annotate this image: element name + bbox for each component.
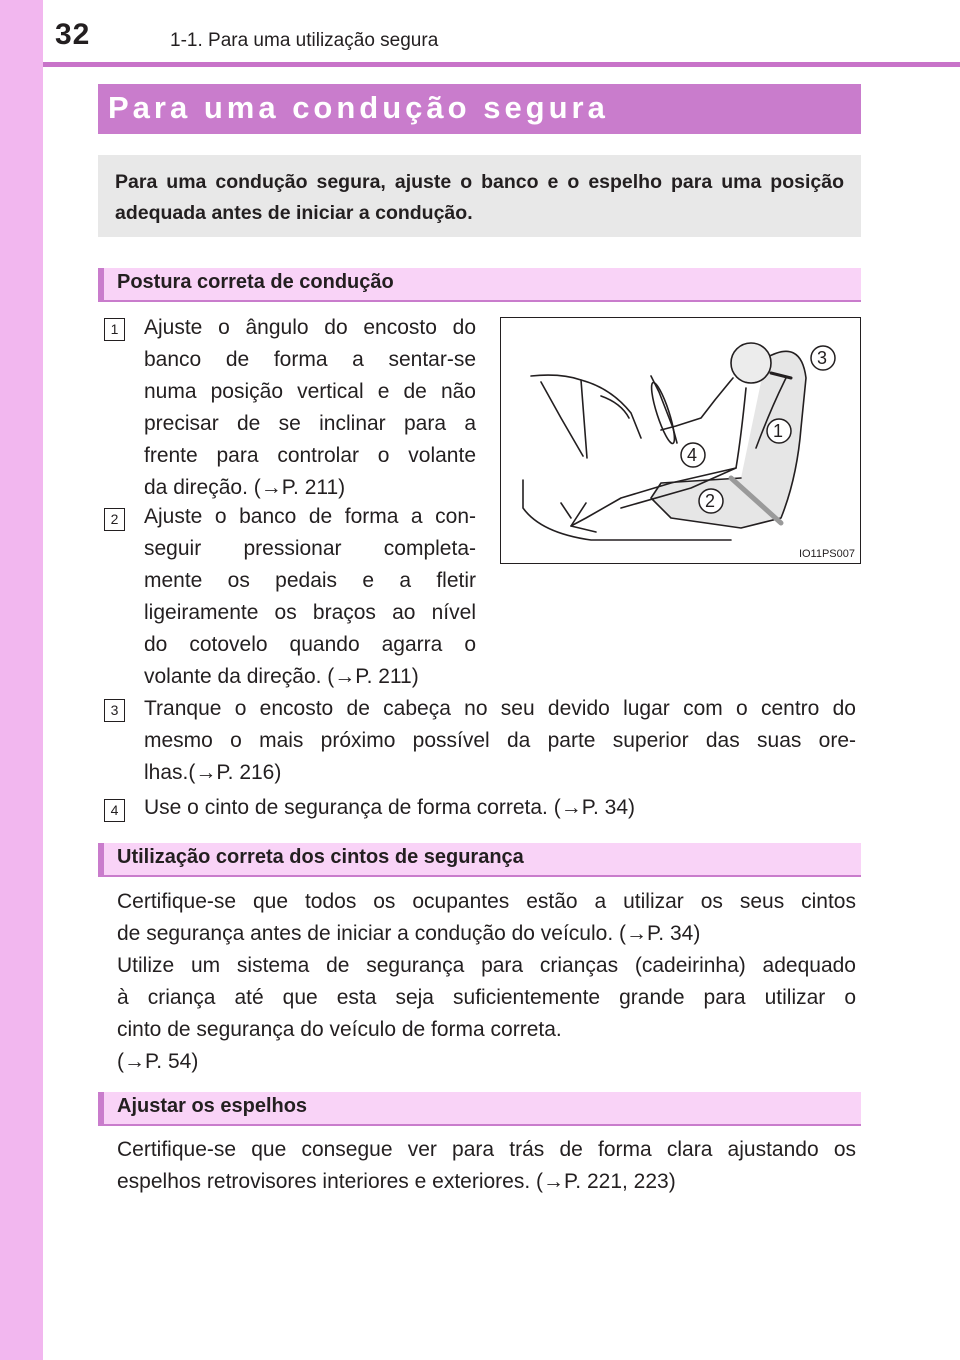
intro-box	[98, 155, 861, 237]
driving-posture-illustration	[500, 317, 861, 564]
step-2-line: Ajuste o banco de forma a con-	[144, 505, 476, 528]
page-title: Para uma condução segura	[108, 90, 609, 125]
seatbelt-line: de segurança antes de iniciar a condução do veículo. (→P. 34)	[117, 922, 701, 945]
mirrors-text	[117, 1134, 856, 1198]
step-number-4: 4	[104, 799, 125, 822]
seatbelt-heading-bar	[98, 843, 861, 877]
driver-seat-drawing	[501, 318, 859, 562]
header-rule	[43, 62, 960, 67]
seatbelt-line: (→P. 54)	[117, 1050, 199, 1073]
seatbelt-text	[117, 886, 856, 1078]
section-label: 1-1. Para uma utilização segura	[170, 30, 439, 51]
mirrors-line: Certifique-se que consegue ver para trás de forma clara ajustando os	[117, 1138, 856, 1161]
seatbelt-line: Utilize um sistema de segurança para crianças (cadeirinha) adequado	[117, 954, 856, 977]
step-1-line: precisar de se inclinar para a	[144, 412, 476, 435]
step-2-line: mente os pedais e a fletir	[144, 569, 476, 592]
step-1-line: banco de forma a sentar-se	[144, 348, 476, 371]
step-1-text	[144, 312, 476, 504]
step-1-line: frente para controlar o volante	[144, 444, 476, 467]
step-number-3: 3	[104, 699, 125, 722]
step-1-line: numa posição vertical e de não	[144, 380, 476, 403]
intro-text: Para uma condução segura, ajuste o banco e o espelho para uma posição adequada antes de iniciar a condução.	[115, 171, 844, 224]
callout-3: 3	[817, 348, 828, 368]
seatbelt-line: cinto de segurança do veículo de forma correta.	[117, 1018, 562, 1041]
seatbelt-heading: Utilização correta dos cintos de segurança	[117, 846, 524, 868]
step-1-line: Ajuste o ângulo do encosto do	[144, 316, 476, 339]
callout-1: 1	[773, 421, 784, 441]
step-number-2: 2	[104, 508, 125, 531]
step-2-text	[144, 501, 476, 693]
mirrors-heading: Ajustar os espelhos	[117, 1095, 308, 1117]
step-3-line: lhas.(→P. 216)	[144, 761, 282, 784]
page-title-bar	[98, 84, 861, 134]
callout-2: 2	[705, 491, 716, 511]
figure-code: IO11PS007	[798, 548, 855, 560]
side-color-strip	[0, 0, 43, 1360]
step-3-text	[144, 693, 856, 789]
step-1-line: da direção. (→P. 211)	[144, 476, 346, 499]
posture-heading: Postura correta de condução	[117, 271, 394, 293]
step-4-line: Use o cinto de segurança de forma correta. (→P. 34)	[144, 796, 636, 819]
step-2-line: ligeiramente os braços ao nível	[144, 601, 476, 624]
step-number-1: 1	[104, 318, 125, 341]
callout-4: 4	[687, 445, 698, 465]
seatbelt-line: Certifique-se que todos os ocupantes estão a utilizar os seus cintos	[117, 890, 856, 913]
seatbelt-line: à criança até que esta seja suficientemente grande para utilizar o	[117, 986, 856, 1009]
page-number: 32	[55, 18, 91, 51]
posture-heading-bar	[98, 268, 861, 302]
step-3-line: Tranque o encosto de cabeça no seu devido lugar com o centro do	[144, 697, 856, 720]
step-3-line: mesmo o mais próximo possível da parte superior das suas ore-	[144, 729, 856, 752]
step-2-line: do cotovelo quando agarra o	[144, 633, 476, 656]
step-2-line: seguir pressionar completa-	[144, 537, 476, 560]
step-4-text	[144, 792, 856, 824]
mirrors-heading-bar	[98, 1092, 861, 1126]
mirrors-line: espelhos retrovisores interiores e exteriores. (→P. 221, 223)	[117, 1170, 676, 1193]
step-2-line: volante da direção. (→P. 211)	[144, 665, 419, 688]
